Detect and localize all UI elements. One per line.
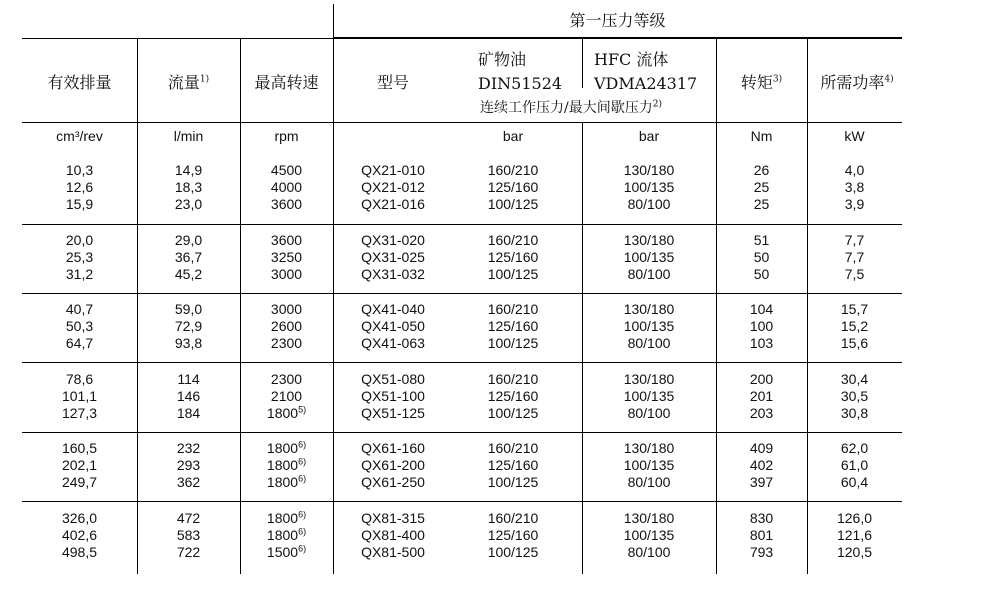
cell-value: 45,2 xyxy=(174,266,203,282)
cell-mineral xyxy=(458,440,568,491)
cell-value: 830 xyxy=(749,510,774,526)
cell-speed xyxy=(240,371,333,422)
cell-value: 249,7 xyxy=(61,474,98,490)
cell-disp xyxy=(22,162,137,213)
cell-value: 1800$^{6)}$ xyxy=(266,509,307,526)
cell-value: 31,2 xyxy=(65,266,94,282)
cell-value: 100/125 xyxy=(487,335,539,351)
cell-value: QX31-025 xyxy=(361,249,425,265)
cell-value: 7,7 xyxy=(844,232,865,248)
cell-disp xyxy=(22,440,137,491)
cell-value: 125/160 xyxy=(487,457,539,473)
cell-value: 1800$^{6)}$ xyxy=(266,456,307,473)
cell-value: 100 xyxy=(749,318,774,334)
cell-value: 100/125 xyxy=(487,405,539,421)
group-separator xyxy=(22,432,902,433)
cell-flow xyxy=(137,371,240,422)
cell-value: 202,1 xyxy=(61,457,98,473)
cell-speed xyxy=(240,162,333,213)
cell-mineral xyxy=(458,301,568,352)
speed-footnote: 6) xyxy=(298,543,307,554)
cell-value: 2600 xyxy=(270,318,303,334)
cell-value: 36,7 xyxy=(174,249,203,265)
cell-torque xyxy=(716,371,807,422)
cell-value: 51 xyxy=(753,232,770,248)
cell-value: QX21-016 xyxy=(361,196,425,212)
cell-value: 50,3 xyxy=(65,318,94,334)
cell-mineral xyxy=(458,510,568,561)
cell-value: 2100 xyxy=(270,388,303,404)
cell-hfc xyxy=(594,162,704,213)
cell-value: 93,8 xyxy=(174,335,203,351)
cell-value: 1800$^{6)}$ xyxy=(266,439,307,456)
cell-value: 14,9 xyxy=(174,162,203,178)
header-flow: 流量$^{1)}$ xyxy=(167,73,210,92)
cell-power xyxy=(807,162,902,213)
cell-value: 203 xyxy=(749,405,774,421)
cell-value: 801 xyxy=(749,527,774,543)
cell-mineral xyxy=(458,232,568,283)
cell-power xyxy=(807,371,902,422)
divider-mineral-hfc-header xyxy=(582,38,583,88)
cell-value: 4000 xyxy=(270,179,303,195)
cell-value: 114 xyxy=(177,371,200,387)
cell-type xyxy=(333,301,453,352)
cell-value: 100/135 xyxy=(623,318,675,334)
cell-value: 100/135 xyxy=(623,527,675,543)
cell-value: 160/210 xyxy=(487,440,539,456)
unit-mineral: bar xyxy=(502,128,524,144)
power-footnote: 4) xyxy=(884,74,894,85)
unit-power: kW xyxy=(844,128,865,144)
cell-value: 15,7 xyxy=(840,301,869,317)
cell-power xyxy=(807,301,902,352)
cell-value: 4500 xyxy=(270,162,303,178)
unit-speed: rpm xyxy=(274,128,299,144)
cell-value: 62,0 xyxy=(840,440,869,456)
cell-value: QX51-100 xyxy=(361,388,425,404)
cell-value: 50 xyxy=(753,249,770,265)
cell-value: 3000 xyxy=(270,266,303,282)
cell-value: 30,4 xyxy=(840,371,869,387)
cell-type xyxy=(333,440,453,491)
cell-value: 80/100 xyxy=(627,266,671,282)
cell-torque xyxy=(716,232,807,283)
unit-hfc: bar xyxy=(638,128,660,144)
cell-value: QX21-012 xyxy=(361,179,425,195)
cell-flow xyxy=(137,232,240,283)
header-mineral-oil: 矿物油 DIN51524 xyxy=(478,50,563,93)
cell-value: QX81-400 xyxy=(361,527,425,543)
cell-value: QX51-080 xyxy=(361,371,425,387)
unit-displacement: cm³/rev xyxy=(56,128,103,144)
cell-flow xyxy=(137,162,240,213)
cell-value: 201 xyxy=(749,388,774,404)
cell-value: 25 xyxy=(753,196,770,212)
cell-value: 100/135 xyxy=(623,249,675,265)
cell-value: 25,3 xyxy=(65,249,94,265)
cell-value: 362 xyxy=(176,474,201,490)
cell-value: 80/100 xyxy=(627,196,671,212)
cell-type xyxy=(333,232,453,283)
cell-value: 15,6 xyxy=(840,335,869,351)
cell-value: QX31-020 xyxy=(361,232,425,248)
cell-value: 10,3 xyxy=(65,162,94,178)
cell-value: 1800$^{6)}$ xyxy=(266,526,307,543)
cell-value: 25 xyxy=(753,179,770,195)
cell-value: QX51-125 xyxy=(361,405,425,421)
divider-mineral-hfc-body xyxy=(582,122,583,574)
cell-value: 120,5 xyxy=(836,544,873,560)
cell-value: 26 xyxy=(753,162,770,178)
cell-value: 498,5 xyxy=(61,544,98,560)
cell-value: 160/210 xyxy=(487,162,539,178)
cell-value: 3250 xyxy=(270,249,303,265)
cell-disp xyxy=(22,301,137,352)
cell-value: 2300 xyxy=(270,335,303,351)
header-bottom-border xyxy=(22,122,902,123)
cell-value: QX41-063 xyxy=(361,335,425,351)
cell-hfc xyxy=(594,510,704,561)
cell-value: 20,0 xyxy=(65,232,94,248)
cell-value: QX31-032 xyxy=(361,266,425,282)
speed-footnote: 6) xyxy=(298,456,307,467)
cell-value: QX41-050 xyxy=(361,318,425,334)
unit-torque: Nm xyxy=(750,128,773,144)
group-separator xyxy=(22,362,902,363)
cell-value: 100/125 xyxy=(487,474,539,490)
cell-value: QX41-040 xyxy=(361,301,425,317)
cell-disp xyxy=(22,232,137,283)
speed-footnote: 6) xyxy=(298,439,307,450)
cell-value: QX81-315 xyxy=(361,510,425,526)
cell-value: 23,0 xyxy=(174,196,203,212)
cell-value: 80/100 xyxy=(627,405,671,421)
cell-value: 7,5 xyxy=(844,266,865,282)
cell-value: 104 xyxy=(749,301,774,317)
cell-value: QX61-250 xyxy=(361,474,425,490)
cell-value: 127,3 xyxy=(61,405,98,421)
cell-value: 130/180 xyxy=(623,371,675,387)
cell-value: 130/180 xyxy=(623,510,675,526)
header-max-speed: 最高转速 xyxy=(254,73,319,92)
cell-value: 30,8 xyxy=(840,405,869,421)
cell-speed xyxy=(240,301,333,352)
cell-value: 100/125 xyxy=(487,266,539,282)
cell-value: 3,9 xyxy=(844,196,865,212)
cell-power xyxy=(807,440,902,491)
cell-value: 3,8 xyxy=(844,179,865,195)
cell-flow xyxy=(137,301,240,352)
cell-value: 125/160 xyxy=(487,179,539,195)
cell-value: 80/100 xyxy=(627,544,671,560)
cell-value: 184 xyxy=(176,405,201,421)
cell-speed xyxy=(240,232,333,283)
cell-type xyxy=(333,510,453,561)
cell-value: 59,0 xyxy=(174,301,203,317)
cell-speed xyxy=(240,510,333,561)
cell-torque xyxy=(716,301,807,352)
cell-value: 160/210 xyxy=(487,510,539,526)
cell-flow xyxy=(137,510,240,561)
cell-value: 402 xyxy=(749,457,774,473)
cell-value: 1800$^{6)}$ xyxy=(266,473,307,490)
cell-torque xyxy=(716,162,807,213)
cell-value: 293 xyxy=(176,457,201,473)
cell-value: 583 xyxy=(176,527,201,543)
cell-value: 130/180 xyxy=(623,162,675,178)
cell-hfc xyxy=(594,440,704,491)
cell-value: 1800$^{5)}$ xyxy=(266,404,307,421)
cell-value: 3600 xyxy=(270,196,303,212)
cell-value: 64,7 xyxy=(65,335,94,351)
cell-value: 397 xyxy=(749,474,774,490)
cell-value: 7,7 xyxy=(844,249,865,265)
cell-value: 472 xyxy=(176,510,201,526)
cell-flow xyxy=(137,440,240,491)
header-displacement: 有效排量 xyxy=(47,73,112,92)
cell-value: 4,0 xyxy=(844,162,865,178)
cell-torque xyxy=(716,510,807,561)
cell-value: 103 xyxy=(749,335,774,351)
cell-value: 12,6 xyxy=(65,179,94,195)
cell-value: 1500$^{6)}$ xyxy=(266,543,307,560)
top-border xyxy=(22,38,902,39)
cell-value: 15,2 xyxy=(840,318,869,334)
unit-flow: l/min xyxy=(173,128,204,144)
pressure-footnote: 2) xyxy=(652,99,662,110)
cell-power xyxy=(807,232,902,283)
group-separator xyxy=(22,501,902,502)
header-hfc-fluid: HFC 流体 VDMA24317 xyxy=(594,50,698,93)
cell-value: QX21-010 xyxy=(361,162,425,178)
cell-value: 100/125 xyxy=(487,544,539,560)
cell-value: 15,9 xyxy=(65,196,94,212)
cell-value: 160/210 xyxy=(487,301,539,317)
header-pressure-note: 连续工作压力/最大间歇压力$^{2)}$ xyxy=(480,99,662,116)
cell-disp xyxy=(22,510,137,561)
speed-footnote: 6) xyxy=(298,509,307,520)
cell-value: QX61-200 xyxy=(361,457,425,473)
cell-value: 101,1 xyxy=(61,388,98,404)
cell-value: 232 xyxy=(176,440,201,456)
cell-disp xyxy=(22,371,137,422)
cell-value: 30,5 xyxy=(840,388,869,404)
cell-value: 125/160 xyxy=(487,249,539,265)
cell-value: 793 xyxy=(749,544,774,560)
cell-value: 72,9 xyxy=(174,318,203,334)
cell-hfc xyxy=(594,232,704,283)
cell-value: QX61-160 xyxy=(361,440,425,456)
cell-value: 125/160 xyxy=(487,388,539,404)
cell-value: 125/160 xyxy=(487,527,539,543)
cell-value: 100/125 xyxy=(487,196,539,212)
speed-footnote: 5) xyxy=(298,404,307,415)
cell-torque xyxy=(716,440,807,491)
cell-value: 200 xyxy=(749,371,774,387)
cell-value: 61,0 xyxy=(840,457,869,473)
header-type: 型号 xyxy=(376,73,409,92)
flow-footnote: 1) xyxy=(199,74,210,85)
header-torque: 转矩$^{3)}$ xyxy=(740,73,783,92)
cell-type xyxy=(333,162,453,213)
cell-value: 29,0 xyxy=(174,232,203,248)
torque-footnote: 3) xyxy=(772,74,783,85)
header-power: 所需功率$^{4)}$ xyxy=(820,73,894,92)
cell-value: 326,0 xyxy=(61,510,98,526)
cell-speed xyxy=(240,440,333,491)
cell-value: 100/135 xyxy=(623,179,675,195)
cell-value: 100/135 xyxy=(623,388,675,404)
cell-value: 125/160 xyxy=(487,318,539,334)
cell-value: 2300 xyxy=(270,371,303,387)
cell-value: 130/180 xyxy=(623,232,675,248)
cell-value: 80/100 xyxy=(627,474,671,490)
cell-value: 100/135 xyxy=(623,457,675,473)
cell-value: 160/210 xyxy=(487,371,539,387)
cell-value: 3600 xyxy=(270,232,303,248)
cell-value: 121,6 xyxy=(836,527,873,543)
pressure-group-title: 第一压力等级 xyxy=(569,11,666,30)
cell-hfc xyxy=(594,301,704,352)
cell-value: 722 xyxy=(176,544,201,560)
cell-mineral xyxy=(458,371,568,422)
cell-value: 50 xyxy=(753,266,770,282)
cell-value: 146 xyxy=(176,388,201,404)
group-separator xyxy=(22,224,902,225)
cell-value: 18,3 xyxy=(174,179,203,195)
cell-power xyxy=(807,510,902,561)
speed-footnote: 6) xyxy=(298,473,307,484)
cell-value: 78,6 xyxy=(65,371,94,387)
cell-value: 80/100 xyxy=(627,335,671,351)
cell-mineral xyxy=(458,162,568,213)
group-separator xyxy=(22,293,902,294)
cell-value: 60,4 xyxy=(840,474,869,490)
speed-footnote: 6) xyxy=(298,526,307,537)
cell-value: 130/180 xyxy=(623,301,675,317)
cell-value: 130/180 xyxy=(623,440,675,456)
cell-value: 3000 xyxy=(270,301,303,317)
cell-type xyxy=(333,371,453,422)
cell-value: 40,7 xyxy=(65,301,94,317)
cell-value: 402,6 xyxy=(61,527,98,543)
cell-value: 126,0 xyxy=(836,510,873,526)
cell-value: 409 xyxy=(749,440,774,456)
cell-hfc xyxy=(594,371,704,422)
cell-value: 160,5 xyxy=(61,440,98,456)
cell-value: 160/210 xyxy=(487,232,539,248)
cell-value: QX81-500 xyxy=(361,544,425,560)
